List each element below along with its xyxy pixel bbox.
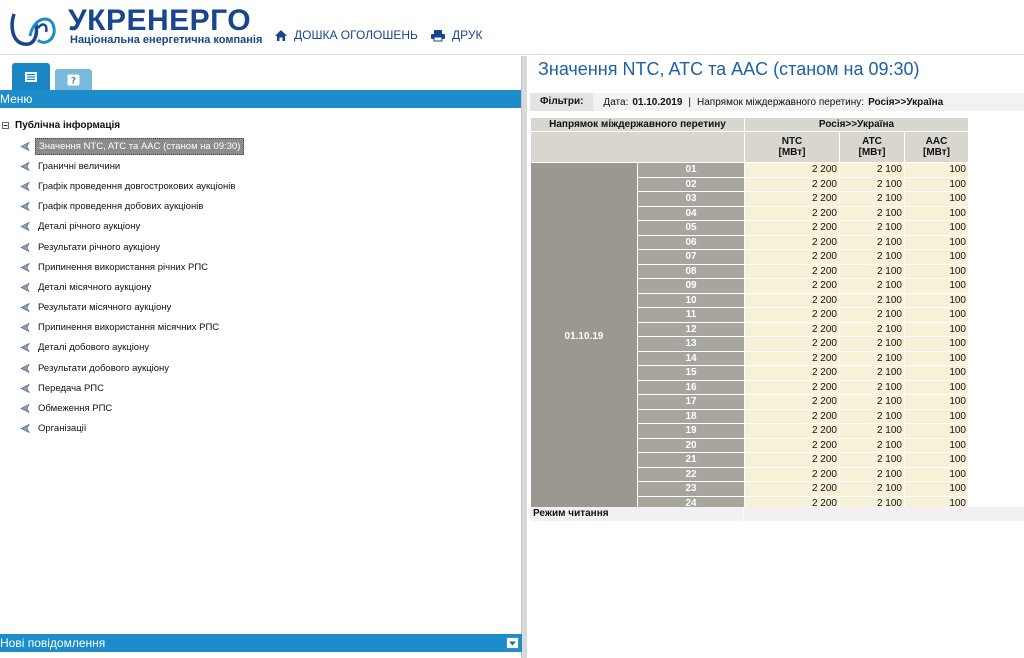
tree-item-label: Результати добового аукціону (38, 362, 170, 374)
hour-cell: 23 (638, 482, 745, 497)
ntc-cell: 2 200 (745, 221, 840, 236)
hour-cell: 22 (638, 467, 745, 482)
aac-cell: 100 (905, 235, 969, 250)
aac-cell: 100 (905, 380, 969, 395)
tree-leaf-icon (20, 263, 30, 272)
ntc-cell: 2 200 (745, 308, 840, 323)
aac-cell: 100 (905, 409, 969, 424)
tree-leaf-icon (20, 182, 30, 191)
atc-cell: 2 100 (840, 337, 905, 352)
tree-item-label: Значення NTC, ATC та AAC (станом на 09:30) (35, 138, 244, 155)
tree-item-label: Графік проведення добових аукціонів (38, 201, 204, 213)
header-aac (905, 132, 969, 163)
ntc-cell: 2 200 (745, 163, 840, 178)
hour-cell: 16 (638, 380, 745, 395)
tab-help[interactable] (55, 69, 92, 90)
aac-cell: 100 (905, 395, 969, 410)
ntc-cell: 2 200 (745, 438, 840, 453)
printer-icon (430, 29, 446, 42)
header-atc-unit: [МВт] (858, 147, 886, 158)
atc-cell: 2 100 (840, 221, 905, 236)
tree-leaf-icon (20, 364, 30, 373)
hour-cell: 05 (638, 221, 745, 236)
aac-cell: 100 (905, 279, 969, 294)
nav-print-label: ДРУК (452, 28, 483, 42)
hour-cell: 24 (638, 496, 745, 507)
nav-bulletin-board[interactable] (274, 28, 418, 42)
filter-direction-label: Напрямок міждержавного перетину: (697, 96, 865, 108)
ntc-cell: 2 200 (745, 264, 840, 279)
help-icon (67, 74, 80, 86)
tree-item-label: Деталі місячного аукціону (38, 281, 152, 293)
header-aac-name: AAC (925, 136, 948, 147)
tree-item-label: Припинення використання місячних РПС (38, 322, 220, 334)
tree-item[interactable] (20, 378, 244, 398)
tree-leaf-icon (20, 202, 30, 211)
filters-label: Фільтри: (530, 93, 593, 111)
table-row (531, 163, 969, 178)
tree-item[interactable] (20, 237, 244, 257)
aac-cell: 100 (905, 482, 969, 497)
atc-cell: 2 100 (840, 293, 905, 308)
hour-cell: 17 (638, 395, 745, 410)
tree-item[interactable] (20, 338, 244, 358)
hour-cell: 18 (638, 409, 745, 424)
aac-cell: 100 (905, 293, 969, 308)
new-messages-header: Нові повідомлення (0, 634, 522, 652)
tree-item-label: Результати місячного аукціону (38, 302, 172, 314)
atc-cell: 2 100 (840, 482, 905, 497)
mode-label: Режим читання (533, 508, 609, 519)
tree-item[interactable] (20, 318, 244, 338)
tree-root-public-info[interactable] (2, 120, 120, 131)
atc-cell: 2 100 (840, 206, 905, 221)
tree-item-label: Організації (38, 423, 87, 435)
tree-leaf-icon (20, 323, 30, 332)
tree-item-label: Припинення використання річних РПС (38, 261, 209, 273)
tree-leaf-icon (20, 424, 30, 433)
data-table-viewport[interactable] (530, 117, 972, 507)
ntc-cell: 2 200 (745, 235, 840, 250)
atc-cell: 2 100 (840, 467, 905, 482)
tree-leaf-icon (20, 384, 30, 393)
tree-root-label: Публічна інформація (15, 120, 121, 131)
header-atc-name: ATC (862, 136, 882, 147)
tree-item[interactable] (20, 257, 244, 277)
ukrenergo-logo-icon (8, 6, 60, 50)
home-icon (274, 29, 288, 42)
filter-date-label: Дата: (603, 96, 629, 108)
tree-list (20, 136, 244, 439)
tree-leaf-icon (20, 162, 30, 171)
brand-name: УКРЕНЕРГО (68, 4, 252, 37)
ntc-cell: 2 200 (745, 206, 840, 221)
atc-cell: 2 100 (840, 453, 905, 468)
tree-leaf-icon (20, 343, 30, 352)
aac-cell: 100 (905, 438, 969, 453)
list-icon (24, 71, 38, 83)
aac-cell: 100 (905, 322, 969, 337)
hour-cell: 14 (638, 351, 745, 366)
atc-cell: 2 100 (840, 177, 905, 192)
tree-item[interactable] (20, 136, 244, 156)
panel-splitter[interactable] (521, 56, 527, 658)
filter-direction-value: Росія>>Україна (868, 96, 944, 108)
aac-cell: 100 (905, 308, 969, 323)
atc-cell: 2 100 (840, 496, 905, 507)
mode-row (530, 507, 1024, 521)
aac-cell: 100 (905, 366, 969, 381)
aac-cell: 100 (905, 351, 969, 366)
ntc-cell: 2 200 (745, 496, 840, 507)
tree-collapse-icon[interactable] (2, 122, 9, 129)
tree-item[interactable] (20, 298, 244, 318)
ntc-cell: 2 200 (745, 279, 840, 294)
tree-leaf-icon (20, 222, 30, 231)
aac-cell: 100 (905, 221, 969, 236)
hour-cell: 06 (638, 235, 745, 250)
atc-cell: 2 100 (840, 279, 905, 294)
atc-cell: 2 100 (840, 424, 905, 439)
tree-item-label: Графік проведення довгострокових аукціонів (38, 180, 236, 192)
ntc-cell: 2 200 (745, 482, 840, 497)
hour-cell: 09 (638, 279, 745, 294)
ntc-cell: 2 200 (745, 409, 840, 424)
tree-item[interactable] (20, 358, 244, 378)
atc-cell: 2 100 (840, 308, 905, 323)
atc-cell: 2 100 (840, 192, 905, 207)
hour-cell: 19 (638, 424, 745, 439)
header-atc (840, 132, 905, 163)
tree-item[interactable] (20, 156, 244, 176)
tree-item-label: Деталі добового аукціону (38, 342, 150, 354)
ntc-cell: 2 200 (745, 351, 840, 366)
hour-cell: 07 (638, 250, 745, 265)
header-direction: Напрямок міждержавного перетину (531, 118, 745, 132)
ntc-cell: 2 200 (745, 337, 840, 352)
filter-date-value: 01.10.2019 (632, 96, 683, 108)
atc-cell: 2 100 (840, 409, 905, 424)
hour-cell: 20 (638, 438, 745, 453)
header-empty (531, 132, 745, 163)
atc-cell: 2 100 (840, 322, 905, 337)
hour-cell: 08 (638, 264, 745, 279)
filters-bar: Фільтри: Дата: 01.10.2019 | Напрямок міждержавного перетину: Росія>>Україна (530, 93, 1024, 111)
aac-cell: 100 (905, 496, 969, 507)
atc-cell: 2 100 (840, 163, 905, 178)
ntc-cell: 2 200 (745, 395, 840, 410)
hour-cell: 13 (638, 337, 745, 352)
brand-subtitle: Національна енергетична компанія (70, 34, 263, 46)
atc-cell: 2 100 (840, 395, 905, 410)
nav-print[interactable] (430, 28, 482, 42)
atc-cell: 2 100 (840, 264, 905, 279)
nav-bulletin-board-label: ДОШКА ОГОЛОШЕНЬ (294, 28, 418, 42)
tree-item-label: Результати річного аукціону (38, 241, 161, 253)
hour-cell: 04 (638, 206, 745, 221)
ntc-cell: 2 200 (745, 177, 840, 192)
hour-cell: 10 (638, 293, 745, 308)
tree-item[interactable] (20, 277, 244, 297)
tree-item[interactable] (20, 398, 244, 418)
menu-header: Меню (0, 90, 522, 108)
header-group: Росія>>Україна (745, 118, 969, 132)
aac-cell: 100 (905, 163, 969, 178)
hour-cell: 03 (638, 192, 745, 207)
tree-leaf-icon (20, 404, 30, 413)
tree-item[interactable] (20, 197, 244, 217)
aac-cell: 100 (905, 250, 969, 265)
atc-cell: 2 100 (840, 351, 905, 366)
data-table (530, 117, 969, 507)
aac-cell: 100 (905, 177, 969, 192)
date-cell: 01.10.19 (531, 163, 638, 508)
aac-cell: 100 (905, 467, 969, 482)
atc-cell: 2 100 (840, 366, 905, 381)
ntc-cell: 2 200 (745, 192, 840, 207)
aac-cell: 100 (905, 206, 969, 221)
header-aac-unit: [МВт] (923, 147, 950, 158)
tree-item-label: Деталі річного аукціону (38, 221, 141, 233)
hour-cell: 15 (638, 366, 745, 381)
page-title: Значення NTC, ATC та AAC (станом на 09:30) (538, 59, 920, 79)
aac-cell: 100 (905, 337, 969, 352)
hour-cell: 11 (638, 308, 745, 323)
ntc-cell: 2 200 (745, 322, 840, 337)
hour-cell: 02 (638, 177, 745, 192)
ntc-cell: 2 200 (745, 293, 840, 308)
header-ntc-unit: [МВт] (778, 147, 806, 158)
ntc-cell: 2 200 (745, 250, 840, 265)
header-ntc (745, 132, 840, 163)
ntc-cell: 2 200 (745, 380, 840, 395)
tree-item-label: Обмеження РПС (38, 403, 113, 415)
tree-leaf-icon (20, 283, 30, 292)
tab-menu[interactable] (12, 63, 50, 90)
aac-cell: 100 (905, 453, 969, 468)
tree-leaf-icon (20, 142, 30, 151)
atc-cell: 2 100 (840, 235, 905, 250)
tree-leaf-icon (20, 243, 30, 252)
tree-leaf-icon (20, 303, 30, 312)
svg-text:?: ? (70, 76, 77, 86)
tree-item-label: Передача РПС (38, 382, 104, 394)
ntc-cell: 2 200 (745, 453, 840, 468)
atc-cell: 2 100 (840, 250, 905, 265)
tree-item-label: Граничні величини (38, 160, 121, 172)
tree-item[interactable] (20, 419, 244, 439)
hour-cell: 12 (638, 322, 745, 337)
tree-item[interactable] (20, 176, 244, 196)
atc-cell: 2 100 (840, 438, 905, 453)
top-bar (0, 0, 1024, 55)
ntc-cell: 2 200 (745, 366, 840, 381)
expand-messages-button[interactable] (506, 637, 519, 649)
ntc-cell: 2 200 (745, 467, 840, 482)
header-ntc-name: NTC (781, 136, 803, 147)
aac-cell: 100 (905, 192, 969, 207)
aac-cell: 100 (905, 424, 969, 439)
ntc-cell: 2 200 (745, 424, 840, 439)
atc-cell: 2 100 (840, 380, 905, 395)
tree-item[interactable] (20, 217, 244, 237)
hour-cell: 01 (638, 163, 745, 178)
aac-cell: 100 (905, 264, 969, 279)
chevron-down-icon (508, 640, 517, 647)
hour-cell: 21 (638, 453, 745, 468)
